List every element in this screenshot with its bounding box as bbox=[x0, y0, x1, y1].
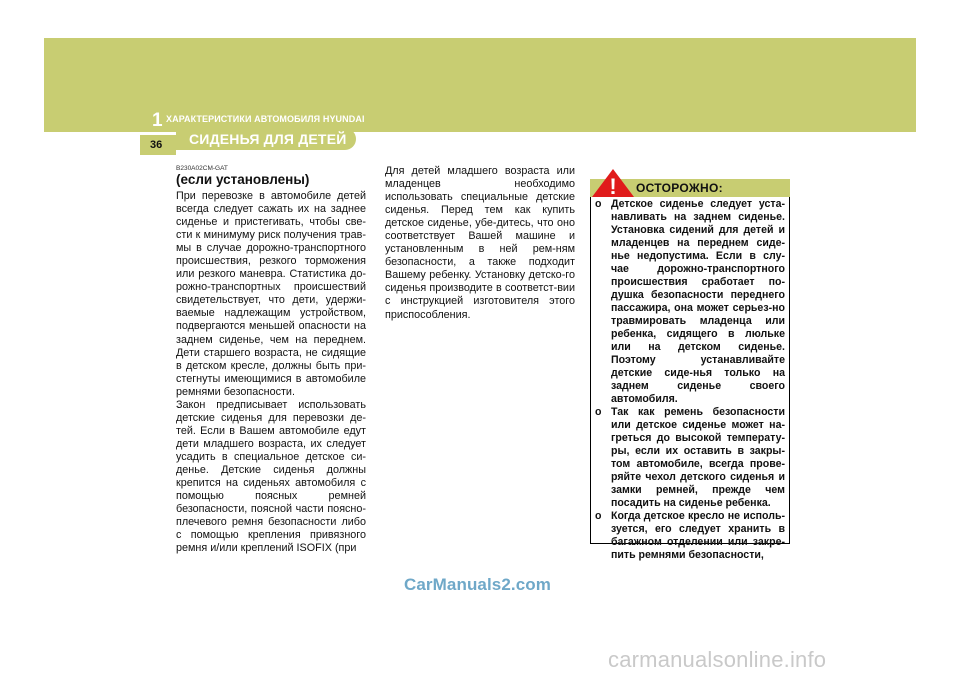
exclamation-triangle-icon bbox=[591, 168, 635, 198]
warning-item bbox=[595, 510, 785, 562]
warning-item-text: Детское сиденье следует уста-навливать на заднем сиденье. Установка сидений для детей и младенцев на переднем сиде-нье недопустима. Если в слу-чае дорожно-транспортного происшествия сработает по-душка безопасности переднего пассажира, она может серьез-но травмировать младенца или ребенка, сидящего в люльке или на детском сиденье. Поэтому устанавливайте детские сиде-нья только на заднем сиденье своего автомобиля. bbox=[611, 198, 785, 406]
left-column-text bbox=[176, 190, 366, 555]
left-paragraph-2: Закон предписывает использовать детские сиденья для перевозки де-тей. Если в Вашем автомобиле едут дети младшего возраста, их следует усадить в специальное детское си-денье. Детские сиденья должны крепится на сиденьях автомобиля с помощью поясных ремней безопасности, поясной части поясно-плечевого ремня безопасности либо с помощью крепления привязного ремня и/или креплений ISOFIX (при bbox=[176, 398, 366, 555]
document-code: B230A02CM-GAT bbox=[176, 165, 228, 172]
warning-icon-glyph: ! bbox=[609, 174, 617, 198]
middle-paragraph: Для детей младшего возраста или младенцев необходимо использовать специальные детские сиденья. Перед тем как купить детское сиденье, убе-дитесь, что оно соответствует Вашей машине и установленным в ней рем-ням безопасности, а также подходит Вашему ребенку. Установку детско-го сиденья производите в соответст-вии с инструкцией изготовителя этого приспособления. bbox=[385, 165, 575, 321]
warning-item bbox=[595, 406, 785, 510]
watermark-footer[interactable]: carmanualsonline.info bbox=[608, 647, 827, 672]
section-title: СИДЕНЬЯ ДЛЯ ДЕТЕЙ bbox=[189, 131, 347, 147]
left-paragraph-1: При перевозке в автомобиле детей всегда следует сажать их на заднее сиденье и пристегивать, чтобы све-сти к минимуму риск получения трав-мы в случае дорожно-транспортного происшествия, резкого торможения или резкого маневра. Статистика до-рожно-транспортных происшествий свидетельствует, что дети, удержи-ваемые надлежащим устройством, подвергаются меньшей опасности на заднем сиденье, чем на переднем. Дети старшего возраста, не сидящие в детском кресле, должны быть при-стегнуты имеющимися в автомобиле ремнями безопасности. bbox=[176, 190, 366, 398]
bullet-marker: o bbox=[595, 406, 602, 419]
watermark-carmanuals2[interactable]: CarManuals2.com bbox=[404, 575, 551, 594]
page-number: 36 bbox=[150, 139, 163, 151]
warning-item-text: Так как ремень безопасности или детское сиденье может на-греться до высокой температу-ры, если их оставить в закры-том автомобиле, всегда прове-ряйте чехол детского сиденья и замки ремней, прежде чем посадить на сиденье ребенка. bbox=[611, 406, 785, 510]
bullet-marker: o bbox=[595, 198, 602, 210]
warning-item-text: Когда детское кресло не исполь-зуется, его следует хранить в багажном отделении или закре-пить ремнями безопасности, bbox=[611, 510, 785, 562]
chapter-number: 1 bbox=[152, 110, 163, 131]
chapter-title: ХАРАКТЕРИСТИКИ АВТОМОБИЛЯ HYUNDAI bbox=[166, 114, 365, 124]
subheading: (если установлены) bbox=[176, 172, 310, 187]
warning-title: ОСТОРОЖНО: bbox=[636, 181, 723, 195]
warning-item bbox=[595, 198, 785, 406]
warning-list bbox=[595, 198, 785, 562]
middle-column-text bbox=[385, 165, 575, 322]
bullet-marker: o bbox=[595, 510, 602, 523]
